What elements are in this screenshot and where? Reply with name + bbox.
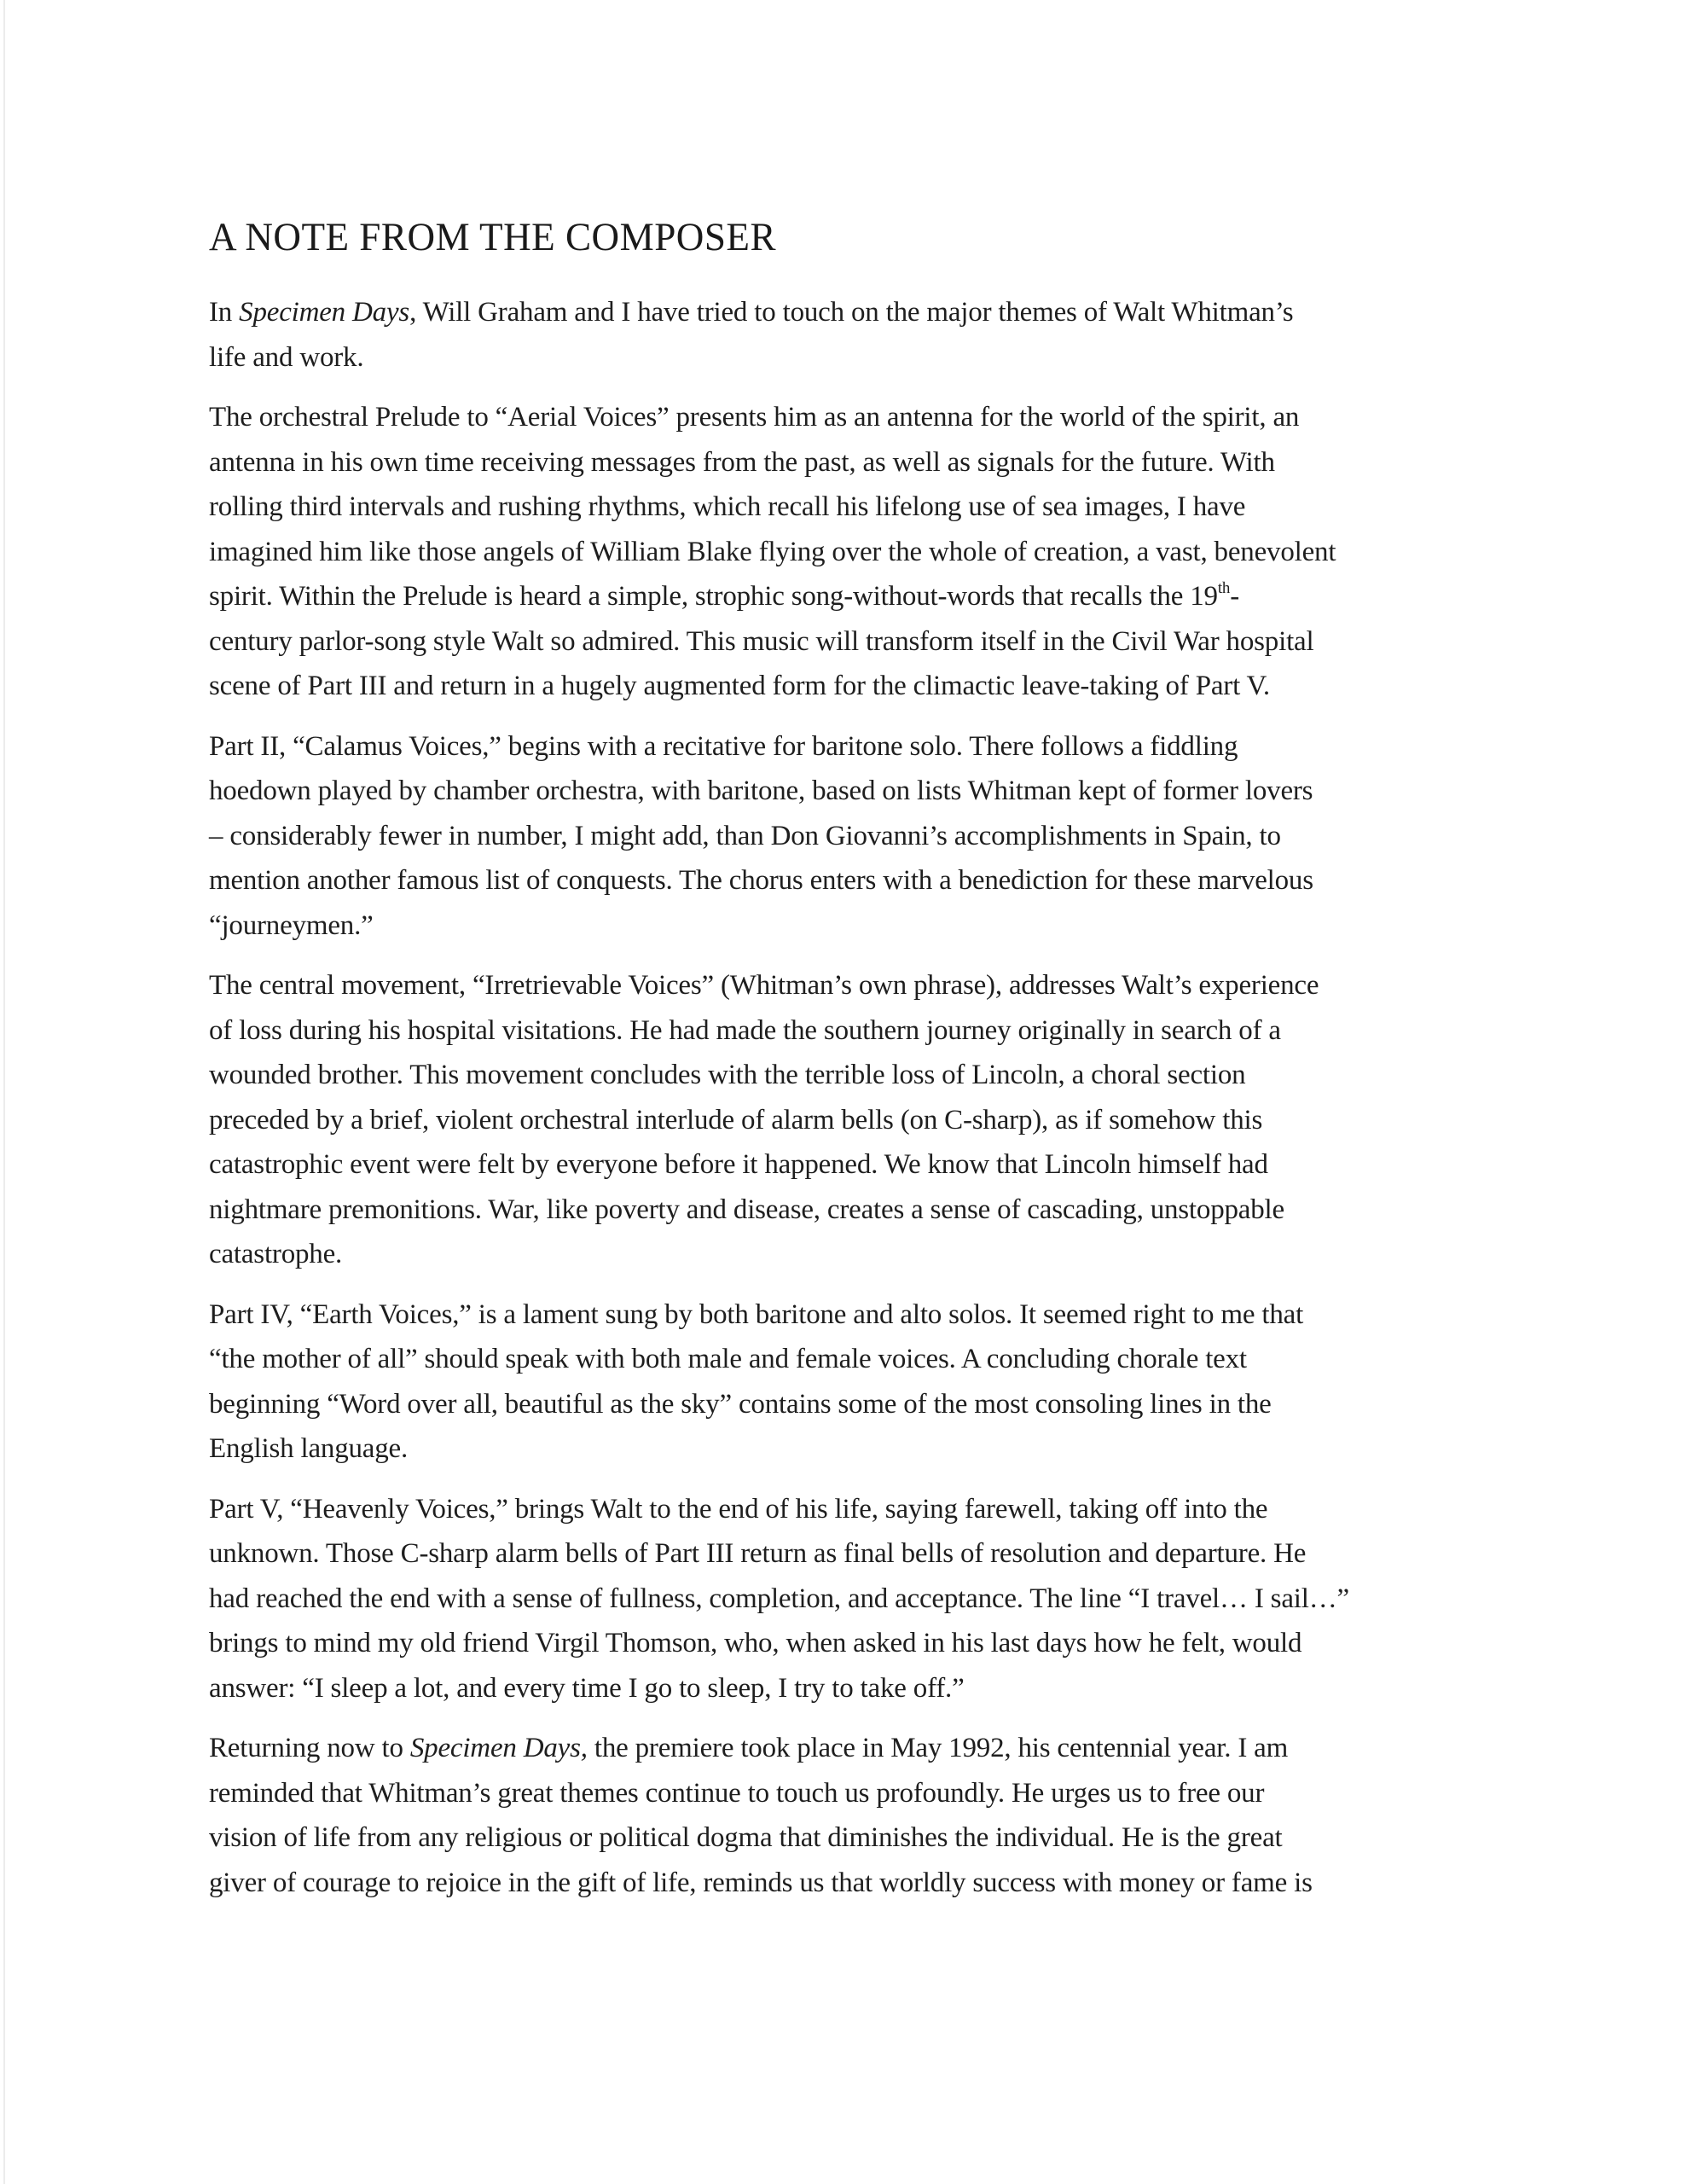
text-line [209, 574, 1505, 619]
text-run: vision of life from any religious or political dogma that diminishes the individual. He is the great [209, 1822, 1283, 1853]
text-run: The central movement, “Irretrievable Voices” (Whitman’s own phrase), addresses Walt’s experience [209, 970, 1319, 1001]
text-line [209, 1621, 1505, 1666]
text-line [209, 1487, 1505, 1532]
text-line [209, 1008, 1505, 1054]
text-line [209, 814, 1505, 859]
superscript: th [1217, 579, 1231, 597]
page-title: A NOTE FROM THE COMPOSER [209, 215, 777, 259]
text-run: preceded by a brief, violent orchestral interlude of alarm bells (on C-sharp), as if somehow this [209, 1104, 1263, 1136]
italic-title: Specimen Days, [409, 1733, 588, 1763]
text-line [209, 1188, 1505, 1233]
text-line [209, 858, 1505, 903]
text-line [209, 1232, 1505, 1277]
text-run: – considerably fewer in number, I might add, than Don Giovanni’s accomplishments in Spain, to [209, 820, 1281, 851]
text-line [209, 395, 1505, 440]
text-run: giver of courage to rejoice in the gift of life, reminds us that worldly success with money or fame is [209, 1867, 1313, 1898]
document-page [209, 213, 1505, 1920]
text-run: the premiere took place in May 1992, his centennial year. I am [587, 1733, 1289, 1763]
text-run: wounded brother. This movement concludes with the terrible loss of Lincoln, a choral section [209, 1060, 1246, 1090]
text-line [209, 1426, 1505, 1472]
text-run: catastrophic event were felt by everyone before it happened. We know that Lincoln himself had [209, 1149, 1268, 1180]
text-run: answer: “I sleep a lot, and every time I go to sleep, I try to take off.” [209, 1672, 965, 1704]
text-run: “journeymen.” [209, 909, 374, 941]
text-run: spirit. Within the Prelude is heard a simple, strophic song-without-words that recalls the 19 [209, 581, 1218, 612]
text-run: English language. [209, 1433, 409, 1464]
text-run: hoedown played by chamber orchestra, with baritone, based on lists Whitman kept of former lovers [209, 775, 1313, 806]
text-line [209, 530, 1505, 575]
paragraph [209, 1487, 1505, 1711]
text-run: mention another famous list of conquests. The chorus enters with a benediction for these marvelous [209, 865, 1313, 896]
text-run: rolling third intervals and rushing rhythms, which recall his lifelong use of sea images, I have [209, 491, 1246, 522]
paragraph [209, 1292, 1505, 1472]
text-run: scene of Part III and return in a hugely augmented form for the climactic leave-taking of Part V. [209, 671, 1270, 701]
text-line [209, 1577, 1505, 1622]
text-run: brings to mind my old friend Virgil Thomson, who, when asked in his last days how he felt, would [209, 1628, 1302, 1658]
text-line [209, 664, 1505, 709]
text-run: beginning “Word over all, beautiful as the sky” contains some of the most consoling lines in the [209, 1388, 1272, 1420]
text-line [209, 1292, 1505, 1338]
text-line [209, 290, 1505, 335]
paragraph [209, 1726, 1505, 1905]
body-text [209, 290, 1505, 1905]
text-run: “the mother of all” should speak with both male and female voices. A concluding chorale text [209, 1344, 1247, 1374]
text-line [209, 1771, 1505, 1816]
text-run: antenna in his own time receiving messages from the past, as well as signals for the future. With [209, 446, 1275, 478]
text-line [209, 1382, 1505, 1427]
text-run: catastrophe. [209, 1239, 343, 1269]
text-run: In [209, 297, 240, 328]
text-run: century parlor-song style Walt so admired. This music will transform itself in the Civil War hospital [209, 625, 1314, 657]
text-line [209, 903, 1505, 949]
text-line [209, 440, 1505, 485]
text-line [209, 1815, 1505, 1861]
text-run: life and work. [209, 341, 364, 373]
text-run: had reached the end with a sense of fullness, completion, and acceptance. The line “I travel… I sail…” [209, 1583, 1349, 1614]
text-line [209, 963, 1505, 1008]
text-run: of loss during his hospital visitations. He had made the southern journey originally in search of a [209, 1014, 1281, 1046]
text-run: reminded that Whitman’s great themes continue to touch us profoundly. He urges us to free our [209, 1777, 1265, 1809]
text-run: Part IV, “Earth Voices,” is a lament sung by both baritone and alto solos. It seemed right to me that [209, 1298, 1304, 1330]
text-line [209, 485, 1505, 530]
text-run: The orchestral Prelude to “Aerial Voices” presents him as an antenna for the world of the spirit, an [209, 402, 1300, 433]
text-line [209, 1726, 1505, 1771]
text-run: Returning now to [209, 1733, 410, 1763]
text-run: Part II, “Calamus Voices,” begins with a recitative for baritone solo. There follows a fiddling [209, 730, 1238, 762]
text-run: - [1230, 581, 1240, 612]
paragraph [209, 395, 1505, 709]
text-run: unknown. Those C-sharp alarm bells of Part III return as final bells of resolution and departure. He [209, 1538, 1307, 1569]
scan-edge-shadow [3, 0, 5, 2184]
paragraph [209, 724, 1505, 949]
paragraph [209, 290, 1505, 380]
text-line [209, 619, 1505, 665]
text-line [209, 1142, 1505, 1188]
text-run: , Will Graham and I have tried to touch on the major themes of Walt Whitman’s [409, 297, 1294, 328]
italic-title: Specimen Days [239, 297, 410, 328]
paragraph [209, 963, 1505, 1277]
text-line [209, 1531, 1505, 1577]
text-line [209, 724, 1505, 770]
text-line [209, 1861, 1505, 1906]
text-run: nightmare premonitions. War, like poverty and disease, creates a sense of cascading, unstoppable [209, 1194, 1284, 1225]
text-line [209, 335, 1505, 380]
text-run: Part V, “Heavenly Voices,” brings Walt to the end of his life, saying farewell, taking off into the [209, 1493, 1268, 1525]
text-line [209, 1337, 1505, 1382]
text-line [209, 1053, 1505, 1098]
text-line [209, 769, 1505, 814]
text-line [209, 1098, 1505, 1143]
text-line [209, 1666, 1505, 1711]
text-run: imagined him like those angels of William Blake flying over the whole of creation, a vast, benevolent [209, 536, 1336, 567]
